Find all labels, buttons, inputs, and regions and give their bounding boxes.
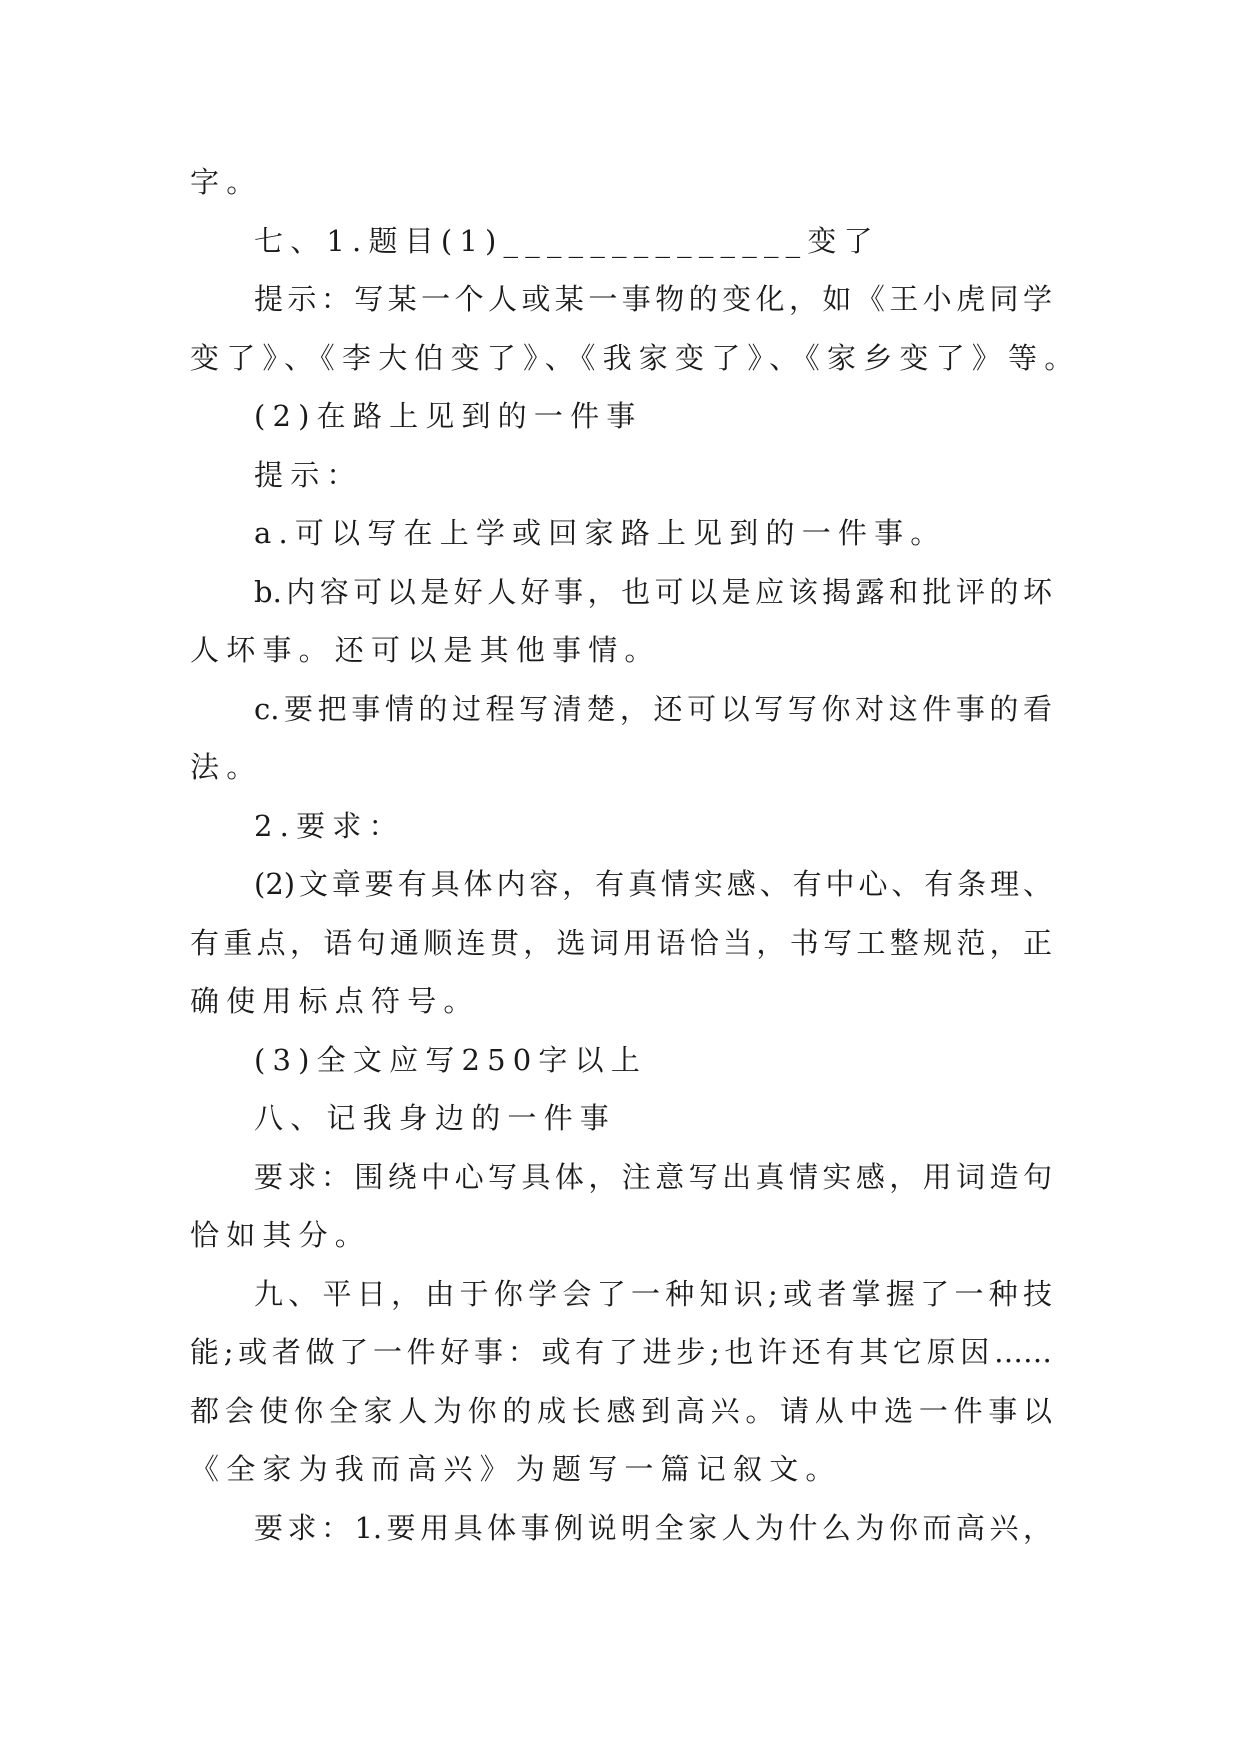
text-line: 七、1.题目(1)______________变了 [254, 223, 880, 258]
text-line: 字。 [190, 165, 263, 199]
text-line: 都会使你全家人为你的成长感到高兴。请从中选一件事以 [190, 1393, 1052, 1428]
text-line: 要求：围绕中心写具体，注意写出真情实感，用词造句 [254, 1159, 1052, 1194]
text-line: 提示： [254, 457, 363, 492]
text-line: 2.要求： [254, 808, 405, 843]
text-line: 要求：1.要用具体事例说明全家人为什么为你而高兴， [254, 1510, 1052, 1545]
document-body [190, 153, 1081, 1557]
text-line: 能;或者做了一件好事：或有了进步;也许还有其它原因…… [190, 1335, 1052, 1369]
text-line: 变了》、《李大伯变了》、《我家变了》、《家乡变了》等。 [190, 340, 1081, 375]
text-line: (3)全文应写250字以上 [254, 1042, 648, 1077]
text-line: b.内容可以是好人好事，也可以是应该揭露和批评的坏 [254, 574, 1052, 609]
text-line: 八、记我身边的一件事 [254, 1101, 617, 1135]
text-line: 法。 [190, 750, 263, 784]
text-line: 《全家为我而高兴》为题写一篇记叙文。 [190, 1452, 842, 1486]
text-line: (2)文章要有具体内容，有真情实感、有中心、有条理、 [254, 867, 1052, 901]
text-line: 人坏事。还可以是其他事情。 [190, 633, 661, 667]
text-line: 九、平日，由于你学会了一种知识;或者掌握了一种技 [254, 1276, 1052, 1311]
text-line: (2)在路上见到的一件事 [254, 399, 643, 433]
text-line: 恰如其分。 [190, 1218, 372, 1252]
text-line: 确使用标点符号。 [190, 984, 480, 1018]
text-line: 有重点，语句通顺连贯，选词用语恰当，书写工整规范，正 [190, 925, 1052, 960]
text-line: 提示：写某一个人或某一事物的变化，如《王小虎同学 [254, 282, 1052, 316]
text-line: c.要把事情的过程写清楚，还可以写写你对这件事的看 [254, 691, 1052, 726]
text-line: a.可以写在上学或回家路上见到的一件事。 [254, 516, 947, 550]
